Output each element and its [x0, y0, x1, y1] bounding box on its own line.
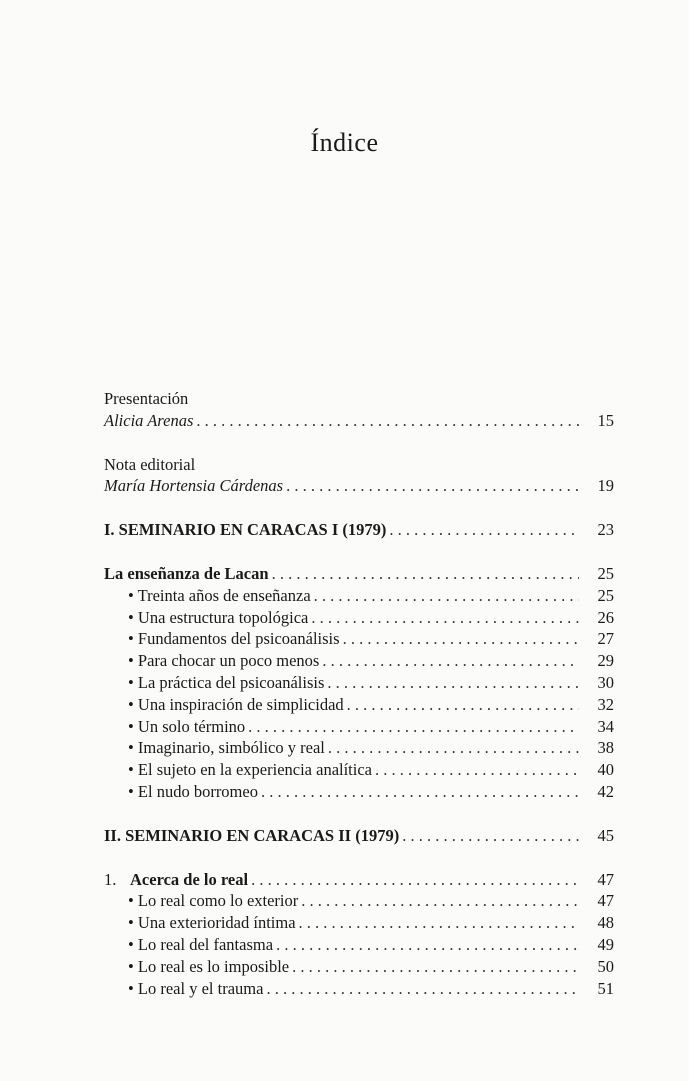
toc-subitem — [104, 672, 614, 694]
dot-leader — [327, 672, 579, 694]
toc-page-number: 48 — [597, 913, 614, 933]
toc-subitem — [104, 956, 614, 978]
toc-subitem-label: • Lo real y el trauma — [128, 978, 263, 1000]
toc-page-number: 27 — [597, 629, 614, 649]
toc-subitem-label: • Una estructura topológica — [128, 607, 308, 629]
dot-leader — [299, 912, 579, 934]
toc-page-number: 25 — [597, 585, 614, 605]
toc-section-label: La enseñanza de Lacan — [104, 563, 269, 583]
toc-subitem — [104, 912, 614, 934]
dot-leader — [276, 934, 579, 956]
toc-heading-nota: Nota editorial — [104, 454, 196, 474]
toc-page-number: 23 — [597, 520, 614, 540]
toc-subitem — [104, 650, 614, 672]
toc-subitem — [104, 628, 614, 650]
dot-leader — [261, 781, 579, 803]
toc-subitem — [104, 694, 614, 716]
toc-page-number: 34 — [597, 716, 614, 736]
toc-entry-presentacion — [104, 410, 614, 432]
toc-page-number: 42 — [597, 781, 614, 801]
toc-entry-nota — [104, 475, 614, 497]
toc-page-number: 40 — [597, 760, 614, 780]
toc-page-number: 47 — [597, 891, 614, 911]
dot-leader — [301, 890, 579, 912]
toc-subitem-label: • El nudo borromeo — [128, 781, 258, 803]
dot-leader — [389, 519, 579, 541]
toc-subitem-label: • Treinta años de enseñanza — [128, 585, 311, 607]
dot-leader — [248, 716, 579, 738]
dot-leader — [286, 475, 579, 497]
toc-subitem — [104, 585, 614, 607]
toc-page-number: 32 — [597, 694, 614, 714]
page-title: Índice — [310, 128, 379, 157]
toc-page-number: 29 — [597, 651, 614, 671]
toc-subitem-label: • Una inspiración de simplicidad — [128, 694, 344, 716]
toc-heading-presentacion: Presentación — [104, 389, 189, 408]
toc-subitem — [104, 934, 614, 956]
toc-subitem-label: • Lo real del fantasma — [128, 934, 273, 956]
toc-author: Alicia Arenas — [104, 410, 194, 430]
toc-section-2 — [104, 869, 614, 891]
dot-leader — [402, 825, 579, 847]
toc-subitem — [104, 781, 614, 803]
toc-subitem — [104, 716, 614, 738]
toc-subitem-label: • Fundamentos del psicoanálisis — [128, 628, 340, 650]
toc-subitem — [104, 737, 614, 759]
toc-subitem-label: • Lo real es lo imposible — [128, 956, 289, 978]
dot-leader — [314, 585, 579, 607]
toc-part-label: II. SEMINARIO EN CARACAS II (1979) — [104, 825, 400, 845]
dot-leader — [292, 956, 579, 978]
toc-subitem — [104, 890, 614, 912]
toc-page-number: 19 — [597, 476, 614, 496]
dot-leader — [311, 607, 579, 629]
toc-part-label: I. SEMINARIO EN CARACAS I (1979) — [104, 520, 387, 540]
toc-page-number: 15 — [597, 410, 614, 430]
toc-page-number: 26 — [597, 607, 614, 627]
toc-page-number: 51 — [597, 978, 614, 998]
toc-subitem-label: • Para chocar un poco menos — [128, 650, 319, 672]
toc-subitem-label: • Una exterioridad íntima — [128, 912, 296, 934]
dot-leader — [347, 694, 579, 716]
toc-subitem-label: • Lo real como lo exterior — [128, 890, 298, 912]
toc-subitem — [104, 607, 614, 629]
toc-part-2 — [104, 825, 614, 847]
toc-page-number: 47 — [597, 869, 614, 889]
toc-page-number: 45 — [597, 825, 614, 845]
toc-page-number: 30 — [597, 672, 614, 692]
dot-leader — [251, 869, 579, 891]
dot-leader — [322, 650, 579, 672]
toc-subitem-label: • Imaginario, simbólico y real — [128, 737, 325, 759]
toc-page-number: 49 — [597, 934, 614, 954]
toc-author: María Hortensia Cárdenas — [104, 476, 284, 496]
toc-page-number: 25 — [597, 563, 614, 583]
toc-page-number: 38 — [597, 738, 614, 758]
toc-page-number: 50 — [597, 956, 614, 976]
dot-leader — [196, 410, 579, 432]
dot-leader — [343, 628, 579, 650]
toc-subitem — [104, 978, 614, 1000]
toc-subitem-label: • Un solo término — [128, 716, 245, 738]
toc-subitem-label: • La práctica del psicoanálisis — [128, 672, 324, 694]
dot-leader — [272, 563, 579, 585]
dot-leader — [328, 737, 579, 759]
toc-section-number: 1. — [104, 869, 117, 889]
dot-leader — [266, 978, 579, 1000]
toc-part-1 — [104, 519, 614, 541]
toc-section-label: Acerca de lo real — [130, 869, 249, 889]
toc-subitem-label: • El sujeto en la experiencia analítica — [128, 759, 372, 781]
toc-section-1 — [104, 563, 614, 585]
table-of-contents — [104, 388, 614, 999]
toc-subitem — [104, 759, 614, 781]
dot-leader — [375, 759, 579, 781]
